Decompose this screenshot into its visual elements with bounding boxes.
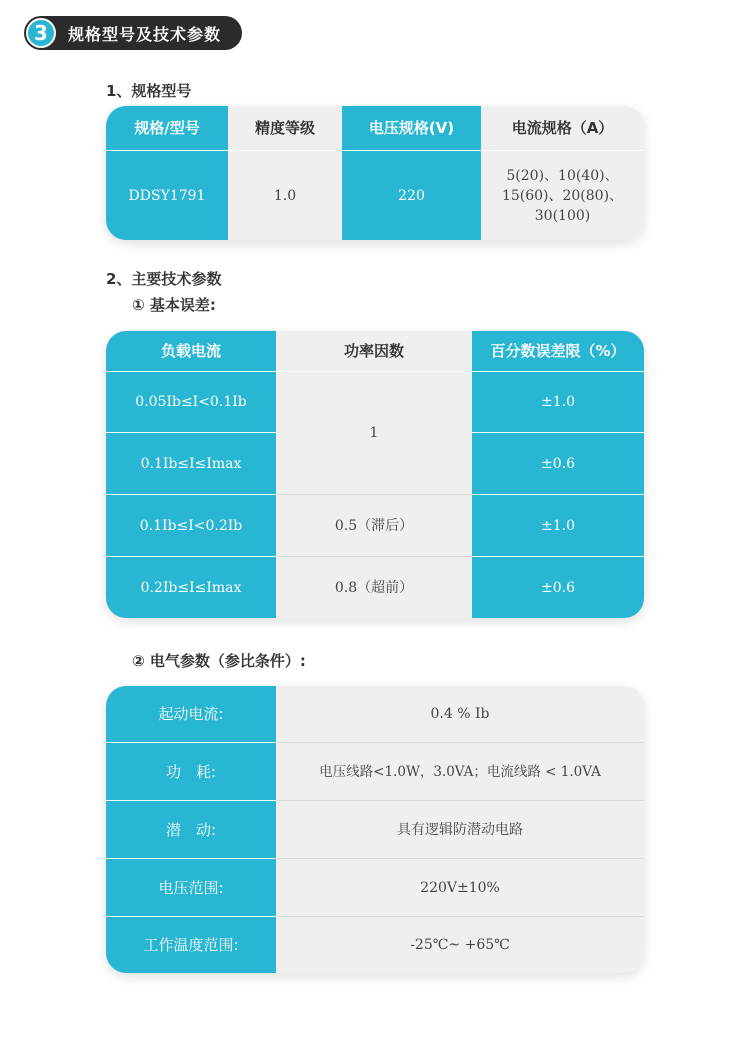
divider: [106, 150, 644, 151]
electrical-label: 潜 动:: [106, 801, 276, 858]
electrical-value: 0.4 % Ib: [276, 686, 644, 742]
pf-cell: 1: [276, 372, 472, 494]
pf-cell: 0.8（超前）: [276, 557, 472, 618]
spec-header-accuracy: 精度等级: [228, 106, 342, 150]
error-header-pf: 功率因数: [276, 331, 472, 371]
electrical-label: 起动电流:: [106, 686, 276, 742]
spec-current-value: [481, 151, 644, 240]
divider: [276, 800, 644, 801]
electrical-value: -25℃~ +65℃: [276, 917, 644, 973]
electrical-heading: ② 电气参数（参比条件）:: [132, 652, 306, 670]
divider: [106, 432, 276, 433]
params-heading: 2、主要技术参数: [106, 270, 222, 288]
divider: [106, 916, 276, 917]
spec-header-current: 电流规格（A）: [481, 106, 644, 150]
limit-cell: ±0.6: [472, 433, 644, 494]
spec-model-value: DDSY1791: [106, 151, 228, 240]
limit-cell: ±0.6: [472, 557, 644, 618]
error-header-limit: 百分数误差限（%）: [472, 331, 644, 371]
spec-voltage-value: 220: [342, 151, 481, 240]
spec-current-line: 15(60)、20(80)、: [501, 187, 624, 204]
electrical-value: 电压线路<1.0W，3.0VA；电流线路 < 1.0VA: [276, 743, 644, 800]
electrical-label: 工作温度范围:: [106, 917, 276, 973]
section-title: 规格型号及技术参数: [68, 24, 222, 44]
divider: [106, 742, 276, 743]
divider: [276, 556, 472, 557]
divider: [276, 916, 644, 917]
divider: [276, 494, 472, 495]
spec-current-line: 30(100): [534, 207, 591, 224]
divider: [276, 742, 644, 743]
divider: [472, 432, 644, 433]
electrical-value: 220V±10%: [276, 859, 644, 916]
electrical-table: [106, 686, 644, 973]
limit-cell: ±1.0: [472, 372, 644, 432]
electrical-label: 电压范围:: [106, 859, 276, 916]
limit-cell: ±1.0: [472, 495, 644, 556]
load-cell: 0.05Ib≤I<0.1Ib: [106, 372, 276, 432]
electrical-label: 功 耗:: [106, 743, 276, 800]
spec-heading: 1、规格型号: [106, 82, 192, 100]
spec-accuracy-value: 1.0: [228, 151, 342, 240]
error-header-load: 负载电流: [106, 331, 276, 371]
error-subheading: ① 基本误差:: [132, 296, 216, 314]
spec-table: [106, 106, 644, 240]
pf-cell: 0.5（滞后）: [276, 495, 472, 556]
divider: [106, 858, 276, 859]
section-tag: [24, 16, 242, 50]
divider: [106, 371, 644, 372]
divider: [106, 800, 276, 801]
spec-current-line: 5(20)、10(40)、: [506, 167, 619, 184]
load-cell: 0.1Ib≤I≤Imax: [106, 433, 276, 494]
error-table: [106, 331, 644, 618]
section-number: 3: [26, 18, 56, 48]
divider: [276, 858, 644, 859]
spec-header-voltage: 电压规格(V): [342, 106, 481, 150]
load-cell: 0.1Ib≤I<0.2Ib: [106, 495, 276, 556]
electrical-value: 具有逻辑防潜动电路: [276, 801, 644, 858]
load-cell: 0.2Ib≤I≤Imax: [106, 557, 276, 618]
spec-header-model: 规格/型号: [106, 106, 228, 150]
